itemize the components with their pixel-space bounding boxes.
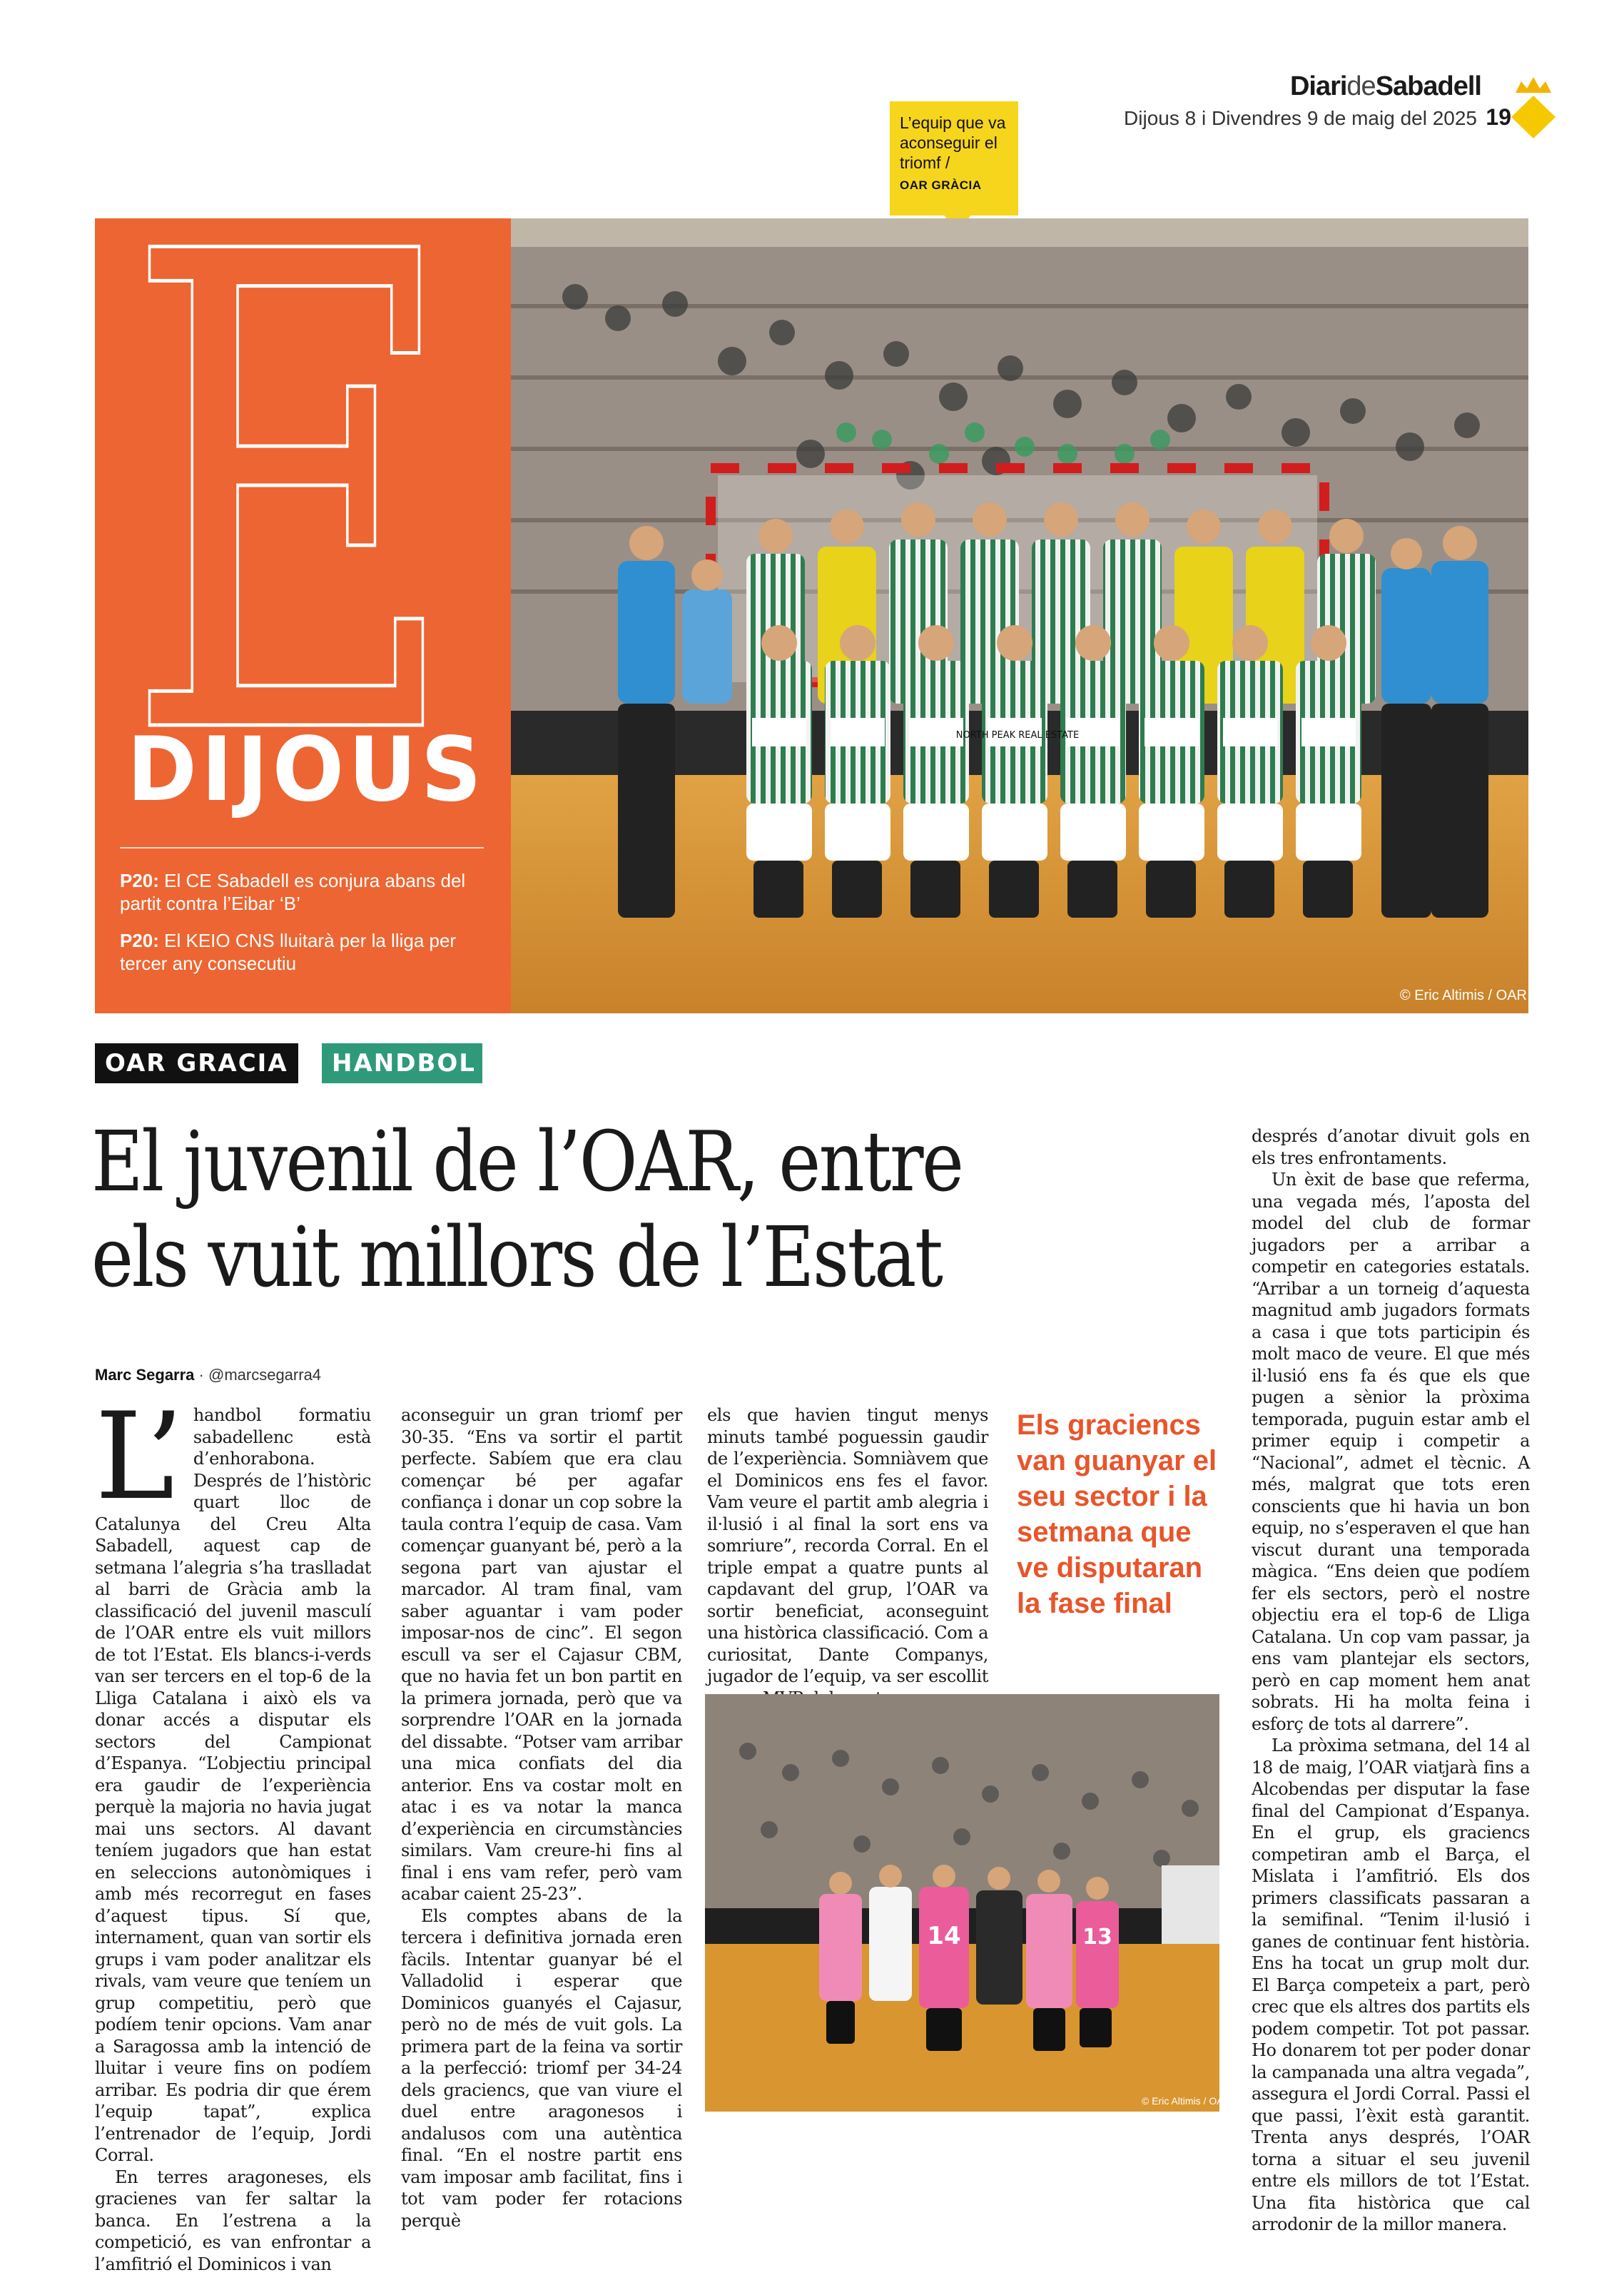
drop-cap: L’	[95, 1410, 183, 1503]
svg-text:NORTH PEAK REAL ESTATE: NORTH PEAK REAL ESTATE	[956, 730, 1079, 741]
photo-caption-bubble	[890, 101, 1018, 216]
page-number: 19	[1486, 104, 1511, 131]
caption-text: L’equip que va aconseguir el triomf /	[900, 113, 1008, 173]
pull-quote: Els graciencs van guanyar el seu sector i la setmana que ve disputaran la fase final	[1017, 1407, 1231, 1621]
article-column-4	[1252, 1125, 1530, 2236]
promo-ref: P20:	[120, 930, 159, 951]
author-handle[interactable]: @marcsegarra4	[208, 1366, 321, 1384]
paragraph: handbol formatiu sabadellenc està d’enhorabona. Després de l’històric quart lloc de Catalunya del Creu Alta Sabadell, aquest cap de setmana l’alegria s’ha traslladat al barri de Gràcia amb la classificació del juvenil masculí de l’OAR entre els vuit millors de tot l’Estat. Els blancs-i-verds van ser tercers en el top-6 de la Lliga Catalana i això els va donar accés a disputar els sectors del Campionat d’Espanya. “L’objectiu principal era gaudir de l’experiència perquè la majoria no havia jugat mai uns sectors. Al davant teníem jugadors que han estat en seleccions autonòmiques i amb més recorregut en fases d’aquest tipus. Sí que, internament, quan van sortir els grups i vam poder analitzar els rivals, vam veure que teníem un grup competitiu, però que podíem tenir opcions. Vam anar a Saragossa amb la intenció de lluitar i veure fins on podíem arribar. Es podria dir que érem l’equip tapat”, explica l’entrenador de l’equip, Jordi Corral.	[95, 1404, 371, 2167]
paragraph: La pròxima setmana, del 14 al 18 de maig, l’OAR viatjarà fins a Alcobendas per disputar la fase final del Campionat d’Espanya. En el grup, els graciencs competiran amb el Barça, el Mislata i l’amfitrió. Els dos primers classificats passaran a la semifinal. “Tenim il·lusió i ganes de continuar fent història. Ens ha tocat un grup molt dur. El Barça competeix a part, però crec que els altres dos partits els podem competir. Tot pot passar. Ho donarem tot per poder donar la campanada una altra vegada”, assegura el Jordi Corral. Passi el que passi, l’èxit està garantit. Trenta anys després, l’OAR torna a situar el seu juvenil entre els millors de tot l’Estat. Una fita històrica que cal arrodonir de la millor manera.	[1252, 1735, 1530, 2236]
main-photo-credit: © Eric Altimis / OAR	[1400, 988, 1527, 1004]
svg-text:14: 14	[927, 1922, 960, 1950]
promo-ref: P20:	[120, 870, 159, 891]
svg-text:13: 13	[1082, 1925, 1112, 1950]
promo-text: El KEIO CNS lluitarà per la lliga per tercer any consecutiu	[120, 930, 456, 974]
section-big-letter	[124, 240, 474, 732]
team-photo	[511, 218, 1528, 1013]
section-divider	[120, 847, 484, 848]
paragraph: Un èxit de base que referma, una vegada més, l’aposta del model del club de formar jugadors per a arribar a competir en categories estatals. “Arribar a un torneig d’aquesta magnitud amb jugadors formats a casa i que tots participin és molt maco de veure. El que més il·lusió ens fa és que els que pugen a sènior la pròxima temporada, puguin estar amb el primer equip i competir a “Nacional”, admet el tècnic. A més, malgrat que tots eren conscients que hi havia un bon equip, no s’esperaven el que han viscut durant una temporada màgica. “Ens deien que podíem fer els sectors, però el nostre objectiu era el top-6 de Lliga Catalana. Un cop vam passar, ja ens vam plantejar els sectors, però en cap moment hem anat sobrats. Hi ha molta feina i esforç de tots al darrere”.	[1252, 1169, 1530, 1735]
article-column-3	[707, 1404, 988, 1709]
paragraph: Els comptes abans de la tercera i definitiva jornada eren fàcils. Intentar guanyar bé el Valladolid i esperar que Dominicos guanyés el Cajasur, però no de més de vuit gols. La primera part de la feina va sortir a la perfecció: triomf per 34-24 dels graciencs, que van viure el duel entre aragonesos i andalusos com una autèntica final. “En el nostre partit ens vam imposar amb facilitat, fins i tot vam poder fer rotacions perquè	[401, 1905, 682, 2232]
byline: Marc Segarra · @marcsegarra4	[95, 1366, 321, 1384]
article-column-2	[401, 1404, 682, 2231]
second-photo-credit: © Eric Altimis / OAR	[1142, 2095, 1231, 2107]
tag-sport[interactable]: HANDBOL	[322, 1043, 482, 1083]
section-day-label: DIJOUS	[127, 725, 486, 814]
crown-icon	[1508, 71, 1558, 140]
promo-item-2[interactable]	[120, 929, 491, 975]
tag-club[interactable]: OAR GRACIA	[95, 1043, 298, 1083]
promo-text: El CE Sabadell es conjura abans del partit contra l’Eibar ‘B’	[120, 870, 465, 914]
author-name: Marc Segarra	[95, 1366, 194, 1384]
dateline: Dijous 8 i Divendres 9 de maig del 2025	[1124, 107, 1477, 130]
svg-text:E: E	[124, 240, 460, 732]
caption-credit: OAR GRÀCIA	[900, 178, 1008, 193]
paragraph: aconseguir un gran triomf per 30-35. “Ens va sortir el partit perfecte. Sabíem que era clau començar bé per agafar confiança i donar un cop sobre la taula contra l’equip de casa. Vam començar guanyant bé, però a la segona part van ajustar el marcador. Al tram final, vam saber aguantar i vam poder imposar-nos de cinc”. El segon escull va ser el Cajasur CBM, que no havia fet un bon partit en la primera jornada, però que va sorprendre l’OAR en la jornada del dissabte. “Potser vam arribar una mica confiats del dia anterior. Ens va costar molt en atac i es va notar la manca d’experiència en circumstàncies similars. Vam creure-hi fins al final i ens vam refer, però vam acabar caient 25-23”.	[401, 1404, 682, 1905]
celebration-photo	[705, 1694, 1219, 2112]
paragraph: els que havien tingut menys minuts també poguessin gaudir de l’experiència. Somniàvem que el Dominicos ens fes el favor. Vam veure el partit amb alegria i il·lusió i al final la sort ens va somriure”, recorda Corral. En el triple empat a quatre punts al capdavant del grup, l’OAR va sortir beneficiat, aconseguint una històrica classificació. Com a curiositat, Dante Companys, jugador de l’equip, va ser escollit	[707, 1404, 988, 1709]
paragraph: En terres aragoneses, els gracienes van fer saltar la banca. En l’estrena a la competició, es van enfrontar a l’amfitrió el Dominicos i van	[95, 2167, 371, 2275]
paragraph: després d’anotar divuit gols en els tres enfrontaments.	[1252, 1125, 1530, 1169]
article-column-1	[95, 1404, 371, 2275]
brand-logo: DiarideSabadell	[1290, 71, 1481, 102]
promo-item-1[interactable]	[120, 869, 491, 915]
article-headline: El juvenil de l’OAR, entre els vuit millors de l’Estat	[91, 1115, 1049, 1306]
